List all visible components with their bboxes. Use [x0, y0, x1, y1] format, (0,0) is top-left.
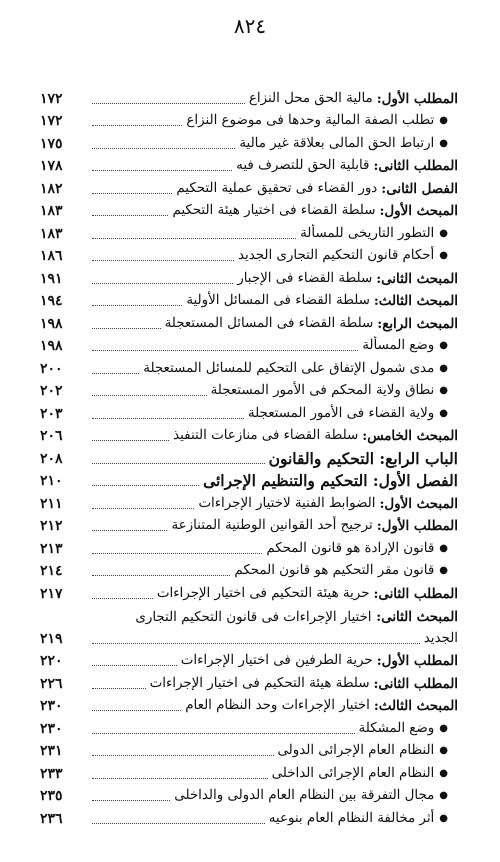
- toc-entry-title: وضع المسألة: [362, 338, 435, 353]
- toc-entry-title: سلطة القضاء فى الإجبار: [237, 270, 373, 286]
- toc-entry-text: [90, 471, 458, 491]
- table-of-contents: [40, 86, 458, 829]
- toc-entry-text: [90, 607, 458, 649]
- bullet-icon: ●: [439, 722, 448, 734]
- toc-entry-text: [90, 156, 458, 176]
- dot-leader: [92, 328, 161, 329]
- toc-page-number: ٢٠٦: [40, 428, 63, 444]
- toc-entry-label: المبحث الثانى:: [376, 270, 458, 287]
- toc-entry-text: [90, 336, 458, 356]
- dot-leader: [92, 283, 233, 284]
- toc-page-number: ٢٣١: [40, 743, 63, 759]
- dot-leader: [92, 733, 355, 734]
- dot-leader: [92, 215, 168, 216]
- dot-leader: [92, 238, 296, 239]
- toc-entry-title: الباب الرابع: التحكيم والقانون: [268, 448, 458, 468]
- toc-entry-text: [90, 291, 458, 311]
- dot-leader: [92, 125, 182, 126]
- toc-entry: [40, 784, 458, 807]
- bullet-icon: ●: [439, 227, 448, 239]
- toc-entry-title: النظام العام الإجرائى الداخلى: [271, 765, 435, 781]
- toc-entry-label: المبحث الأول:: [379, 203, 458, 219]
- dot-leader: [92, 350, 358, 351]
- toc-page-number: ١٧٢: [40, 90, 63, 107]
- toc-entry-label: المطلب الثانى:: [373, 585, 458, 602]
- bullet-icon: ●: [439, 115, 448, 126]
- toc-entry-text: [90, 246, 458, 266]
- page-number: ٨٢٤: [233, 14, 267, 38]
- toc-entry-text: [90, 786, 458, 806]
- toc-entry-title: اختيار الإجراءات فى قانون التحكيم التجارى: [135, 609, 372, 625]
- toc-entry-text: [90, 494, 458, 514]
- toc-entry-label: المبحث الخامس:: [362, 428, 458, 444]
- toc-entry: [40, 176, 458, 199]
- bullet-icon: ●: [439, 407, 448, 419]
- toc-entry-title: وضع المشكلة: [358, 720, 435, 736]
- toc-page-number: ٢٣٣: [40, 765, 63, 782]
- dot-leader: [92, 665, 177, 666]
- toc-entry: [40, 604, 458, 649]
- toc-entry-text: [90, 381, 458, 401]
- dot-leader: [92, 575, 230, 576]
- dot-leader: [92, 643, 420, 644]
- dot-leader: [92, 530, 167, 531]
- toc-entry-title: تطلب الصفة المالية وحدها فى موضوع النزاع: [186, 113, 435, 128]
- dot-leader: [92, 193, 172, 194]
- toc-entry-label: المبحث الرابع:: [377, 315, 458, 332]
- toc-entry-title: الفصل الأول: التحكيم والتنظيم الإجرائى: [203, 471, 458, 490]
- toc-entry: [40, 154, 458, 177]
- toc-page-number: ١٩٤: [40, 293, 63, 309]
- toc-entry: [40, 311, 458, 334]
- toc-page-number: ٢٣٦: [40, 810, 63, 827]
- toc-entry-title: حرية الطرفين فى اختيار الإجراءات: [180, 653, 373, 668]
- toc-entry-text: [90, 674, 458, 694]
- toc-entry-text: [90, 719, 458, 739]
- toc-entry-title: سلطة القضاء فى المسائل الأولية: [186, 293, 370, 308]
- toc-entry: [40, 559, 458, 582]
- toc-entry-title: أحكام قانون التحكيم التجارى الجديد: [237, 248, 435, 263]
- toc-entry-title: ترجيح أحد القوانين الوطنية المتنازعة: [171, 518, 373, 533]
- toc-page-number: ١٧٨: [40, 158, 63, 174]
- toc-entry-title: سلطة هيئة التحكيم فى اختيار الإجراءات: [149, 675, 370, 691]
- toc-entry-text: [90, 111, 458, 131]
- bullet-icon: ●: [439, 767, 448, 779]
- dot-leader: [92, 170, 232, 171]
- toc-page-number: ٢٣٥: [40, 788, 63, 804]
- bullet-icon: ●: [439, 362, 448, 374]
- toc-page-number: ١٨٣: [40, 203, 63, 219]
- toc-entry-text: [90, 539, 458, 559]
- toc-entry: [40, 581, 458, 604]
- toc-entry-label: المطلب الأول:: [376, 653, 458, 669]
- toc-entry-title: سلطة القضاء فى اختيار هيئة التحكيم: [172, 203, 376, 218]
- toc-entry-text: [90, 426, 458, 446]
- toc-entry-title: قانون مقر التحكيم هو قانون المحكم: [234, 563, 435, 578]
- toc-entry: [40, 694, 458, 717]
- dot-leader: [92, 103, 245, 104]
- toc-entry-title: التطور التاريخى للمسألة: [300, 225, 435, 241]
- toc-entry: [40, 671, 458, 694]
- dot-leader: [92, 553, 262, 554]
- dot-leader: [92, 823, 265, 824]
- dot-leader: [92, 463, 265, 464]
- dot-leader: [92, 485, 199, 486]
- toc-entry: [40, 514, 458, 537]
- toc-entry: [40, 649, 458, 672]
- toc-page-number: ١٨٢: [40, 180, 63, 197]
- toc-entry-title: سلطة القضاء فى المسائل المستعجلة: [164, 315, 374, 331]
- dot-leader: [92, 778, 268, 779]
- toc-entry-title-continued: الجديد: [423, 630, 458, 646]
- toc-entry-line: [90, 628, 458, 649]
- toc-entry-text: [90, 134, 458, 154]
- toc-entry-title: النظام العام الإجرائى الدولى: [277, 743, 435, 758]
- toc-entry: [40, 199, 458, 222]
- toc-entry-label: المطلب الثانى:: [373, 158, 458, 174]
- toc-entry-text: [90, 314, 458, 334]
- toc-page-number: ٢٠٣: [40, 405, 63, 422]
- toc-entry: [40, 446, 458, 469]
- toc-entry-text: [90, 741, 458, 761]
- dot-leader: [92, 688, 146, 689]
- toc-entry-text: [90, 359, 458, 379]
- toc-entry: [40, 761, 458, 784]
- toc-entry: [40, 739, 458, 762]
- toc-page-number: ٢٠٨: [40, 450, 63, 467]
- toc-entry-label: الفصل الثانى:: [381, 180, 458, 197]
- toc-page-number: ٢١٩: [40, 630, 63, 647]
- toc-entry: [40, 356, 458, 379]
- toc-entry-text: [90, 516, 458, 536]
- dot-leader: [92, 148, 235, 149]
- toc-entry-title: قابلية الحق للتصرف فيه: [236, 158, 370, 173]
- toc-entry: [40, 536, 458, 559]
- toc-page-number: ١٩٨: [40, 315, 63, 332]
- dot-leader: [92, 598, 153, 599]
- toc-entry-text: [90, 651, 458, 671]
- toc-entry: [40, 401, 458, 424]
- dot-leader: [92, 418, 244, 419]
- toc-entry: [40, 716, 458, 739]
- toc-entry-title: اختيار الإجراءات وحد النظام العام: [185, 698, 370, 713]
- toc-entry: [40, 334, 458, 357]
- toc-page-number: ٢١٢: [40, 518, 63, 534]
- bullet-icon: ●: [439, 790, 448, 801]
- toc-page-number: ٢٣٠: [40, 698, 63, 714]
- toc-page-number: ٢٢٠: [40, 653, 63, 669]
- dot-leader: [92, 440, 169, 441]
- toc-entry-label: المبحث الثالث:: [373, 293, 458, 309]
- toc-page-number: ٢١٠: [40, 473, 63, 489]
- toc-entry-text: [90, 764, 458, 784]
- dot-leader: [92, 508, 194, 509]
- bullet-icon: ●: [439, 340, 448, 351]
- toc-page-number: ١٧٥: [40, 135, 63, 152]
- toc-entry-title: مالية الحق محل النزاع: [248, 90, 373, 106]
- toc-entry-text: [90, 561, 458, 581]
- toc-entry-text: [90, 809, 458, 829]
- toc-entry: [40, 491, 458, 514]
- toc-entry-text: [90, 696, 458, 716]
- toc-entry-text: [90, 179, 458, 199]
- toc-entry-label: المطلب الثانى:: [373, 675, 458, 692]
- toc-entry-label: المبحث الثانى:: [371, 608, 458, 625]
- toc-entry-text: [90, 404, 458, 424]
- toc-entry: [40, 289, 458, 312]
- toc-entry-title: مجال التفرقة بين النظام العام الدولى والداخلى: [174, 788, 435, 803]
- dot-leader: [92, 395, 207, 396]
- bullet-icon: ●: [439, 542, 448, 554]
- dot-leader: [92, 710, 181, 711]
- toc-entry-title: حرية هيئة التحكيم فى اختيار الإجراءات: [156, 585, 370, 601]
- toc-entry: [40, 379, 458, 402]
- toc-entry-text: [90, 584, 458, 604]
- toc-page-number: ٢١٣: [40, 540, 63, 557]
- toc-entry-label: المبحث الثالث:: [373, 698, 458, 714]
- toc-entry-title: الضوابط الفنية لاختيار الإجراءات: [198, 495, 376, 511]
- toc-entry-text: [90, 269, 458, 289]
- toc-entry-title: ولاية القضاء فى الأمور المستعجلة: [247, 405, 435, 421]
- bullet-icon: ●: [439, 137, 448, 149]
- toc-page-number: ١٧٢: [40, 113, 63, 129]
- toc-entry: [40, 86, 458, 109]
- toc-page-number: ١٩١: [40, 270, 63, 287]
- bullet-icon: ●: [439, 565, 448, 576]
- toc-entry: [40, 266, 458, 289]
- toc-entry-label: المطلب الأول:: [376, 518, 458, 534]
- toc-page-number: ٢١١: [40, 495, 63, 512]
- bullet-icon: ●: [439, 250, 448, 261]
- toc-entry: [40, 221, 458, 244]
- toc-page-number: ٢٢٦: [40, 675, 63, 692]
- dot-leader: [92, 373, 139, 374]
- toc-page-number: ١٨٦: [40, 248, 63, 264]
- toc-entry-text: [90, 201, 458, 221]
- toc-entry-title: مدى شمول الإتفاق على التحكيم للمسائل المستعجلة: [143, 360, 435, 376]
- toc-entry-title: ارتباط الحق المالى بعلاقة غير مالية: [239, 135, 435, 151]
- toc-entry-title: سلطة القضاء فى منازعات التنفيذ: [173, 428, 359, 443]
- toc-entry: [40, 469, 458, 492]
- toc-page-number: ٢٠٠: [40, 360, 63, 377]
- toc-entry-text: [90, 224, 458, 244]
- dot-leader: [92, 260, 234, 261]
- toc-page-number: ٢٠٢: [40, 383, 63, 399]
- toc-entry-text: [90, 449, 458, 469]
- toc-entry-label: المطلب الأول:: [376, 90, 458, 107]
- bullet-icon: ●: [439, 745, 448, 756]
- dot-leader: [92, 305, 182, 306]
- bullet-icon: ●: [439, 812, 448, 824]
- toc-entry-title: نطاق ولاية المحكم فى الأمور المستعجلة: [210, 383, 435, 398]
- toc-page-number: ٢٣٠: [40, 720, 63, 737]
- toc-entry-title: أثر مخالفة النظام العام بنوعيه: [268, 810, 435, 826]
- toc-entry: [40, 806, 458, 829]
- toc-entry: [40, 131, 458, 154]
- toc-entry: [40, 424, 458, 447]
- dot-leader: [92, 755, 274, 756]
- toc-page-number: ١٩٨: [40, 338, 63, 354]
- toc-entry-title: قانون الإرادة هو قانون المحكم: [266, 540, 435, 556]
- toc-entry-label: المبحث الأول:: [379, 495, 458, 512]
- toc-entry-line: [90, 607, 458, 628]
- toc-entry: [40, 244, 458, 267]
- toc-entry-title: دور القضاء فى تحقيق عملية التحكيم: [176, 180, 378, 196]
- bullet-icon: ●: [439, 385, 448, 396]
- toc-page-number: ١٨٣: [40, 225, 63, 242]
- toc-page-number: ٢١٤: [40, 563, 63, 579]
- dot-leader: [92, 800, 170, 801]
- toc-page-number: ٢١٧: [40, 585, 63, 602]
- toc-entry-text: [90, 89, 458, 109]
- toc-entry: [40, 109, 458, 132]
